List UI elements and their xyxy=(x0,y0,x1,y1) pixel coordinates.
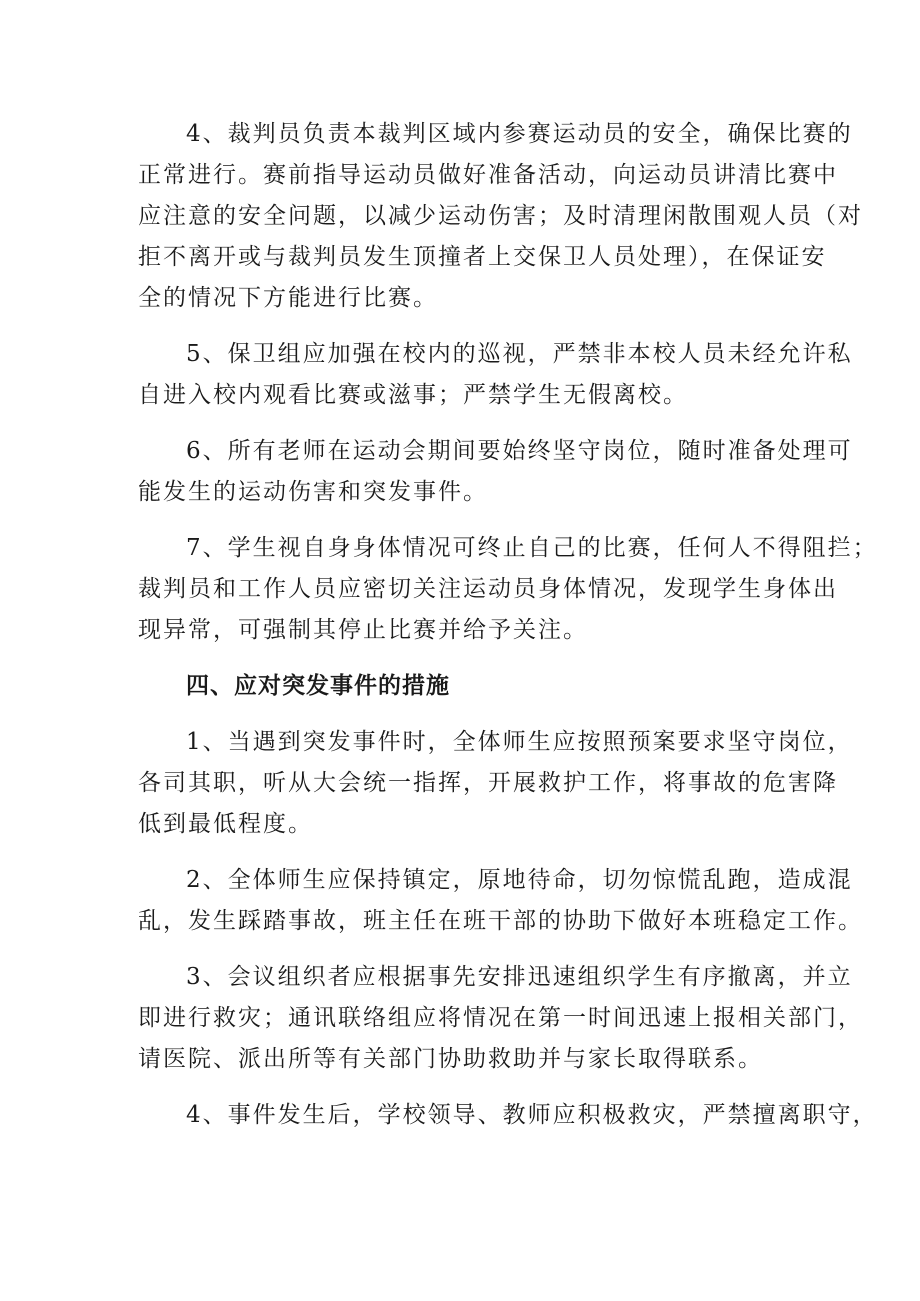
paragraph-emergency-4 xyxy=(138,1095,878,1136)
text-line: 乱，发生踩踏事故，班主任在班干部的协助下做好本班稳定工作。 xyxy=(138,908,863,934)
text-line: 4、事件发生后，学校领导、教师应积极救灾，严禁擅离职守， xyxy=(186,1102,878,1128)
text-line: 应注意的安全问题，以减少运动伤害；及时清理闲散围观人员（对 xyxy=(138,203,863,229)
text-line: 自进入校内观看比赛或滋事；严禁学生无假离校。 xyxy=(138,382,688,408)
text-line: 拒不离开或与裁判员发生顶撞者上交保卫人员处理），在保证安 xyxy=(138,244,827,270)
text-line: 6、所有老师在运动会期间要始终坚守岗位，随时准备处理可 xyxy=(186,438,853,464)
text-line: 能发生的运动伤害和突发事件。 xyxy=(138,479,488,505)
text-line: 7、学生视自身身体情况可终止自己的比赛，任何人不得阻拦； xyxy=(186,535,878,561)
text-line: 全的情况下方能进行比赛。 xyxy=(138,285,438,311)
text-line: 即进行救灾；通讯联络组应将情况在第一时间迅速上报相关部门， xyxy=(138,1005,863,1031)
paragraph-emergency-1 xyxy=(138,722,853,845)
text-line: 3、会议组织者应根据事先安排迅速组织学生有序撤离，并立 xyxy=(186,964,853,990)
text-line: 1、当遇到突发事件时，全体师生应按照预案要求坚守岗位， xyxy=(186,729,853,755)
text-line: 低到最低程度。 xyxy=(138,811,313,837)
document-body xyxy=(138,114,878,1151)
paragraph-emergency-3 xyxy=(138,957,863,1080)
text-line: 5、保卫组应加强在校内的巡视，严禁非本校人员未经允许私 xyxy=(186,341,853,367)
section-heading xyxy=(138,666,794,707)
text-line: 4、裁判员负责本裁判区域内参赛运动员的安全，确保比赛的 xyxy=(186,121,853,147)
paragraph-emergency-2 xyxy=(138,860,863,942)
paragraph-security-patrol xyxy=(138,334,853,416)
text-line: 各司其职，听从大会统一指挥，开展救护工作，将事故的危害降 xyxy=(138,770,838,796)
paragraph-student-health xyxy=(138,528,878,651)
text-line: 裁判员和工作人员应密切关注运动员身体情况，发现学生身体出 xyxy=(138,576,838,602)
paragraph-referee-safety xyxy=(138,114,863,319)
section-heading-text: 四、应对突发事件的措施 xyxy=(186,673,450,699)
text-line: 2、全体师生应保持镇定，原地待命，切勿惊慌乱跑，造成混 xyxy=(186,867,853,893)
paragraph-teachers-duty xyxy=(138,431,853,513)
text-line: 请医院、派出所等有关部门协助救助并与家长取得联系。 xyxy=(138,1046,763,1072)
text-line: 现异常，可强制其停止比赛并给予关注。 xyxy=(138,617,588,643)
text-line: 正常进行。赛前指导运动员做好准备活动，向运动员讲清比赛中 xyxy=(138,162,838,188)
